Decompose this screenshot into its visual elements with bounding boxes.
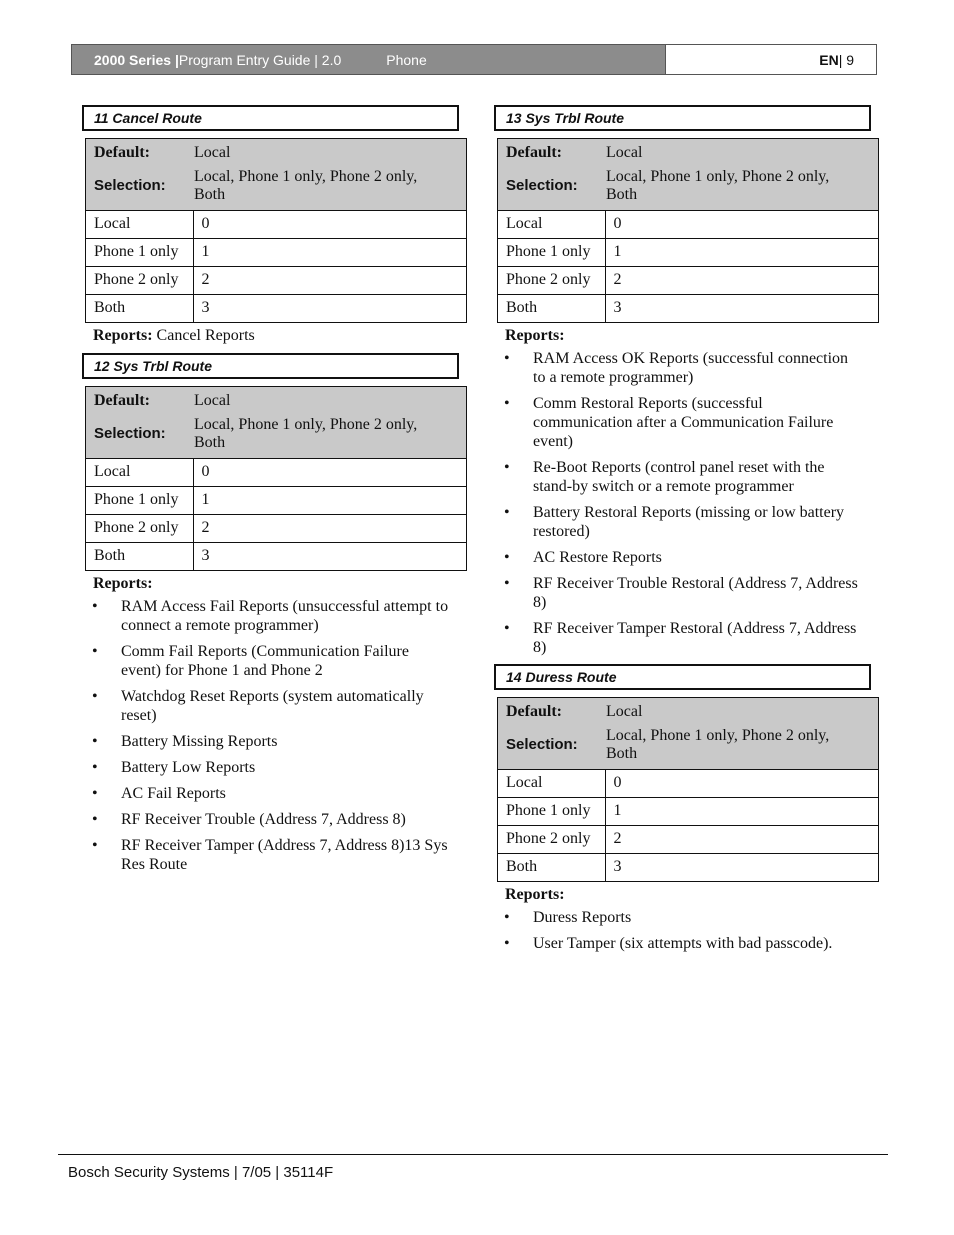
bullet-icon: • — [504, 575, 510, 592]
bullet-icon: • — [92, 733, 98, 750]
option-name: Both — [498, 295, 606, 323]
list-item-text: Battery Restoral Reports (missing or low battery restored) — [533, 504, 845, 540]
table-row — [86, 211, 467, 239]
page-footer: Bosch Security Systems | 7/05 | 35114F — [68, 1164, 334, 1181]
default-label: Default: — [86, 387, 194, 415]
right-column — [494, 105, 876, 960]
table-row — [498, 798, 879, 826]
table-row — [498, 854, 879, 882]
selection-row — [498, 725, 879, 770]
option-name: Phone 2 only — [86, 515, 194, 543]
option-value: 1 — [605, 798, 879, 826]
option-name: Both — [86, 543, 194, 571]
header-title-bar — [72, 45, 665, 74]
table-row — [498, 267, 879, 295]
selection-row — [498, 166, 879, 211]
list-item — [82, 784, 464, 803]
options-table-13 — [497, 138, 879, 323]
option-name: Local — [498, 770, 606, 798]
reports-label: Reports: — [505, 886, 565, 903]
table-row — [86, 543, 467, 571]
table-row — [86, 515, 467, 543]
section-title-14: 14 Duress Route — [494, 664, 871, 690]
list-item-text: RF Receiver Trouble (Address 7, Address 8) — [121, 811, 406, 828]
option-name: Local — [498, 211, 606, 239]
list-item — [82, 758, 464, 777]
option-value: 1 — [193, 239, 467, 267]
header-page-box — [665, 45, 876, 74]
default-row — [86, 139, 467, 167]
section-title-11: 11 Cancel Route — [82, 105, 459, 131]
list-item-text: Battery Low Reports — [121, 759, 256, 776]
list-item — [82, 687, 464, 725]
option-value: 2 — [193, 515, 467, 543]
header-guide: Program Entry Guide | 2.0 — [178, 51, 342, 68]
option-name: Phone 1 only — [498, 798, 606, 826]
section-title-12: 12 Sys Trbl Route — [82, 353, 459, 379]
default-row — [498, 139, 879, 167]
bullet-icon: • — [92, 785, 98, 802]
list-item — [494, 349, 876, 387]
reports-heading-12 — [93, 573, 464, 594]
list-item-text: Duress Reports — [533, 909, 632, 926]
selection-value: Local, Phone 1 only, Phone 2 only, Both — [193, 414, 467, 459]
default-value: Local — [193, 139, 467, 167]
list-item — [494, 458, 876, 496]
selection-value: Local, Phone 1 only, Phone 2 only, Both — [605, 166, 879, 211]
list-item — [494, 934, 876, 953]
list-item-text: User Tamper (six attempts with bad passcode). — [533, 935, 833, 952]
option-value: 3 — [193, 543, 467, 571]
selection-row — [86, 414, 467, 459]
option-value: 1 — [193, 487, 467, 515]
bullet-icon: • — [504, 350, 510, 367]
option-name: Phone 1 only — [86, 239, 194, 267]
bullet-icon: • — [92, 643, 98, 660]
option-value: 0 — [193, 211, 467, 239]
bullet-icon: • — [504, 620, 510, 637]
reports-label: Reports: — [93, 575, 153, 592]
options-table-12 — [85, 386, 467, 571]
reports-list-13 — [494, 349, 876, 657]
option-value: 0 — [605, 770, 879, 798]
table-row — [86, 487, 467, 515]
header-series: 2000 Series | — [94, 51, 179, 68]
list-item — [494, 503, 876, 541]
options-table-11 — [85, 138, 467, 323]
section-title-13: 13 Sys Trbl Route — [494, 105, 871, 131]
selection-row — [86, 166, 467, 211]
option-value: 2 — [605, 267, 879, 295]
option-name: Local — [86, 459, 194, 487]
default-value: Local — [605, 139, 879, 167]
selection-label: Selection: — [498, 166, 606, 211]
option-value: 3 — [605, 854, 879, 882]
bullet-icon: • — [92, 598, 98, 615]
reports-label: Reports: — [93, 327, 153, 344]
option-value: 2 — [605, 826, 879, 854]
list-item-text: Comm Restoral Reports (successful communication after a Communication Failure event) — [533, 395, 834, 450]
options-table-14 — [497, 697, 879, 882]
bullet-icon: • — [92, 811, 98, 828]
list-item-text: RF Receiver Trouble Restoral (Address 7, Address 8) — [533, 575, 858, 611]
default-value: Local — [193, 387, 467, 415]
table-row — [86, 295, 467, 323]
list-item — [494, 548, 876, 567]
reports-heading-14 — [505, 884, 876, 905]
table-row — [86, 459, 467, 487]
table-row — [498, 239, 879, 267]
table-row — [498, 295, 879, 323]
reports-list-12 — [82, 597, 464, 874]
list-item-text: RAM Access OK Reports (successful connection to a remote programmer) — [533, 350, 849, 386]
option-name: Phone 2 only — [498, 826, 606, 854]
header-lang: EN — [819, 51, 839, 68]
header-page-number: | 9 — [838, 51, 854, 68]
bullet-icon: • — [92, 688, 98, 705]
list-item — [494, 574, 876, 612]
list-item — [494, 619, 876, 657]
option-value: 3 — [193, 295, 467, 323]
list-item-text: AC Restore Reports — [533, 549, 662, 566]
reports-label: Reports: — [505, 327, 565, 344]
list-item-text: RF Receiver Tamper (Address 7, Address 8)13 Sys Res Route — [121, 837, 448, 873]
table-row — [498, 826, 879, 854]
list-item-text: Comm Fail Reports (Communication Failure event) for Phone 1 and Phone 2 — [121, 643, 409, 679]
list-item — [494, 908, 876, 927]
option-value: 1 — [605, 239, 879, 267]
option-name: Phone 1 only — [86, 487, 194, 515]
page-header — [71, 44, 877, 75]
bullet-icon: • — [504, 909, 510, 926]
table-row — [86, 239, 467, 267]
reports-heading-13 — [505, 325, 876, 346]
table-row — [498, 211, 879, 239]
reports-line-11 — [93, 325, 464, 346]
bullet-icon: • — [504, 549, 510, 566]
list-item — [82, 836, 464, 874]
option-name: Both — [86, 295, 194, 323]
left-column — [82, 105, 464, 881]
option-name: Local — [86, 211, 194, 239]
list-item — [82, 732, 464, 751]
list-item-text: RF Receiver Tamper Restoral (Address 7, Address 8) — [533, 620, 857, 656]
option-value: 0 — [193, 459, 467, 487]
table-row — [498, 770, 879, 798]
default-row — [498, 698, 879, 726]
default-label: Default: — [86, 139, 194, 167]
selection-label: Selection: — [86, 414, 194, 459]
list-item-text: RAM Access Fail Reports (unsuccessful attempt to connect a remote programmer) — [121, 598, 449, 634]
list-item-text: Battery Missing Reports — [121, 733, 278, 750]
selection-label: Selection: — [498, 725, 606, 770]
list-item-text: Watchdog Reset Reports (system automatically reset) — [121, 688, 424, 724]
default-label: Default: — [498, 698, 606, 726]
bullet-icon: • — [504, 395, 510, 412]
bullet-icon: • — [504, 504, 510, 521]
option-value: 2 — [193, 267, 467, 295]
default-row — [86, 387, 467, 415]
selection-value: Local, Phone 1 only, Phone 2 only, Both — [193, 166, 467, 211]
bullet-icon: • — [92, 837, 98, 854]
footer-divider — [58, 1154, 888, 1155]
reports-inline-value: Cancel Reports — [156, 327, 255, 344]
table-row — [86, 267, 467, 295]
list-item-text: AC Fail Reports — [121, 785, 226, 802]
list-item-text: Re-Boot Reports (control panel reset with the stand-by switch or a remote programmer — [533, 459, 825, 495]
option-name: Phone 2 only — [498, 267, 606, 295]
reports-list-14 — [494, 908, 876, 953]
list-item — [494, 394, 876, 451]
list-item — [82, 810, 464, 829]
bullet-icon: • — [92, 759, 98, 776]
selection-label: Selection: — [86, 166, 194, 211]
list-item — [82, 642, 464, 680]
list-item — [82, 597, 464, 635]
default-value: Local — [605, 698, 879, 726]
option-value: 3 — [605, 295, 879, 323]
option-name: Phone 1 only — [498, 239, 606, 267]
option-name: Both — [498, 854, 606, 882]
selection-value: Local, Phone 1 only, Phone 2 only, Both — [605, 725, 879, 770]
option-name: Phone 2 only — [86, 267, 194, 295]
option-value: 0 — [605, 211, 879, 239]
default-label: Default: — [498, 139, 606, 167]
bullet-icon: • — [504, 935, 510, 952]
header-section-name: Phone — [386, 51, 427, 68]
bullet-icon: • — [504, 459, 510, 476]
